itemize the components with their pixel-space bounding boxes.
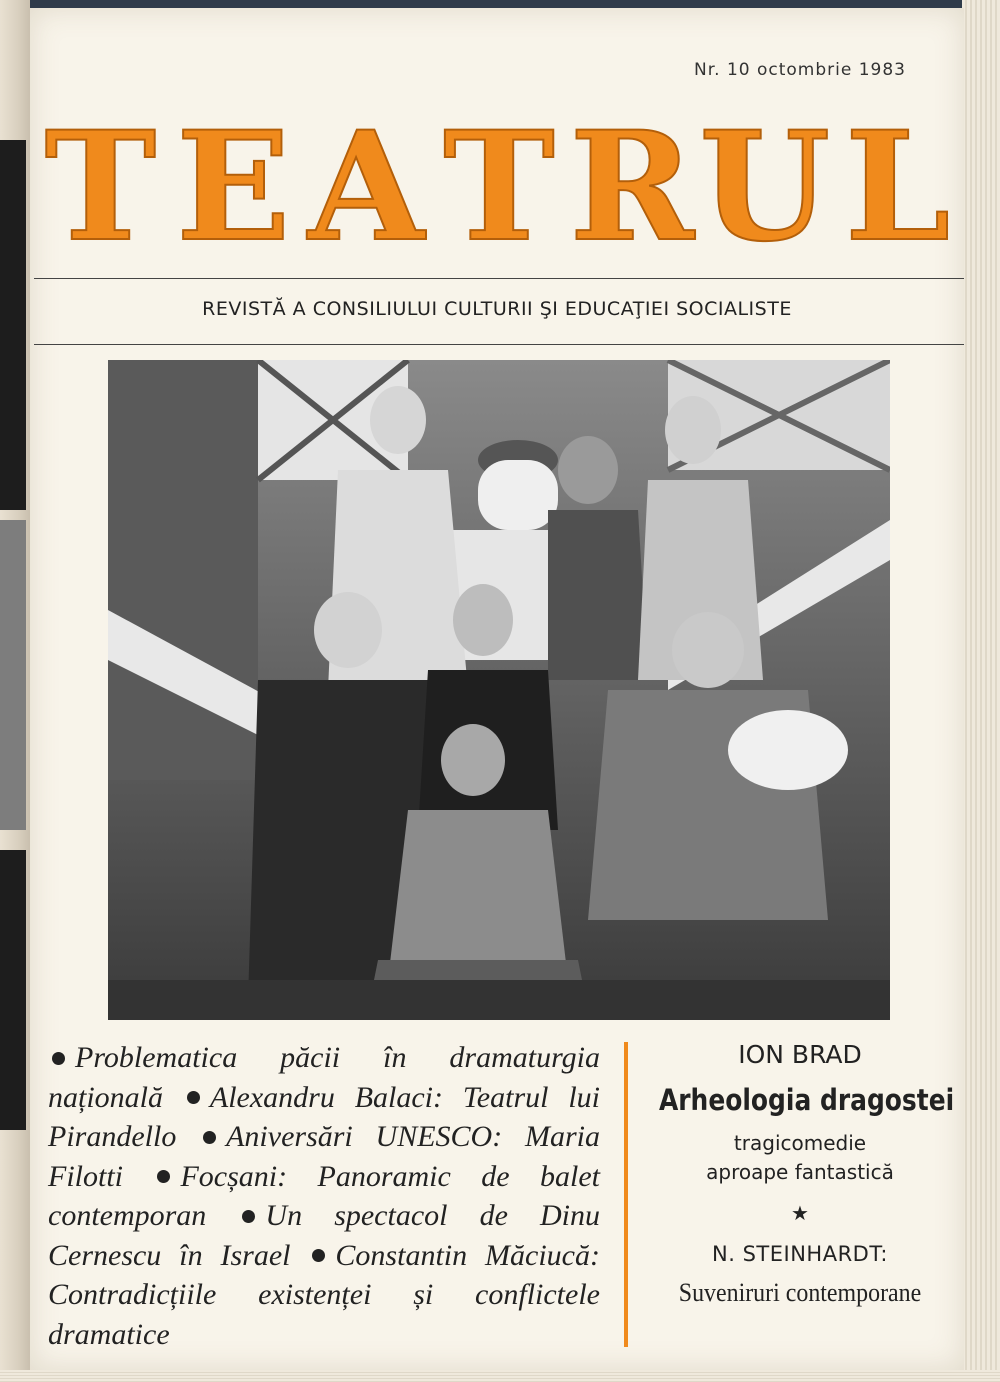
masthead-letter: U xyxy=(699,104,831,254)
page-bottom-edge xyxy=(0,1370,1000,1382)
star-separator: ★ xyxy=(791,1203,809,1225)
genre-line: aproape fantastică xyxy=(706,1160,894,1184)
masthead-letter: T xyxy=(44,104,157,254)
feature-genre xyxy=(636,1129,964,1187)
page-edges xyxy=(962,0,1000,1382)
contents-item: Focșani: Panoramic de balet contemporan xyxy=(48,1159,600,1232)
contents-item: Aniversări UNESCO: Maria Filotti xyxy=(48,1120,600,1193)
essay-author: N. STEINHARDT: xyxy=(712,1242,888,1266)
magazine-cover xyxy=(30,8,964,1370)
contents-item: Alexandru Balaci: Teatrul lui Pirandello xyxy=(48,1080,600,1153)
contents-item: Problematica păcii în dramaturgia națională xyxy=(48,1041,600,1114)
feature-play-title: Arheologia dragostei xyxy=(658,1083,955,1117)
bullet-icon xyxy=(203,1131,216,1144)
column-divider xyxy=(624,1042,628,1347)
bullet-icon xyxy=(187,1091,200,1104)
feature-author: ION BRAD xyxy=(738,1040,862,1069)
adjacent-page-photo xyxy=(0,520,26,830)
publisher-subtitle: REVISTĂ A CONSILIULUI CULTURII ŞI EDUCAŢIEI SOCIALISTE xyxy=(202,298,792,320)
bullet-icon xyxy=(312,1249,325,1262)
contents-item: Un spectacol de Dinu Cernescu în Israel xyxy=(48,1199,600,1272)
bullet-icon xyxy=(52,1052,65,1065)
contents-list xyxy=(48,1038,600,1354)
bullet-icon xyxy=(157,1170,170,1183)
contents-item: Constantin Măciucă: Contradicțiile existenței și conflictele dramatice xyxy=(48,1238,600,1351)
genre-line: tragicomedie xyxy=(733,1131,867,1155)
adjacent-page-strip xyxy=(0,0,30,1382)
masthead-letter: A xyxy=(307,104,425,254)
masthead-letter: T xyxy=(443,104,555,254)
issue-number: Nr. 10 octombrie 1983 xyxy=(694,60,906,80)
adjacent-page-photo xyxy=(0,140,26,510)
bullet-icon xyxy=(242,1210,255,1223)
masthead-letter: E xyxy=(176,104,291,254)
masthead-title xyxy=(34,104,964,254)
header-rule-bottom xyxy=(34,344,964,345)
masthead-letter: R xyxy=(569,104,695,254)
essay-title: Suveniruri contemporane xyxy=(678,1278,922,1307)
header-rule-top xyxy=(34,278,964,279)
masthead-letter: L xyxy=(844,104,951,254)
feature-column xyxy=(636,1038,964,1308)
adjacent-page-photo xyxy=(0,850,26,1130)
cover-photo xyxy=(108,360,890,1020)
